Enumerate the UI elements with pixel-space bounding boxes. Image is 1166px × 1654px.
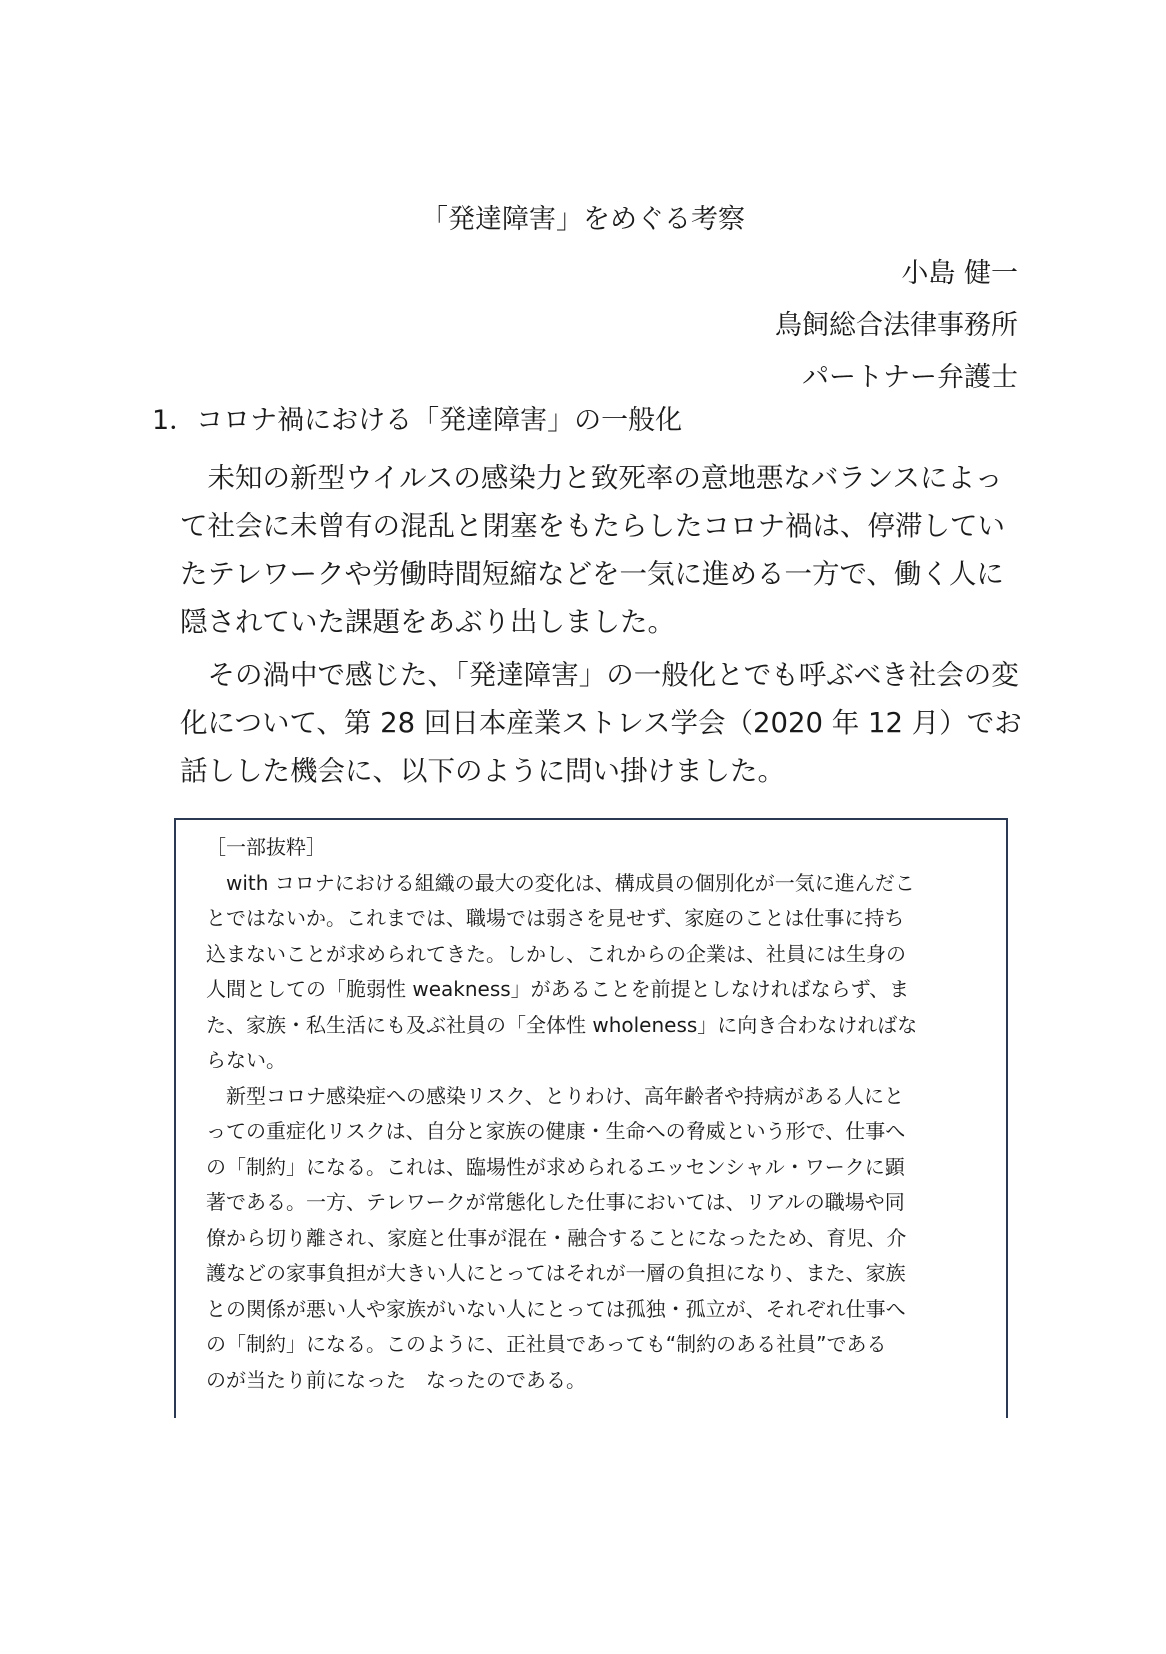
author-block	[775, 248, 1018, 404]
paragraph-line: 隠されていた課題をあぶり出しました。	[180, 606, 675, 638]
excerpt-line: のが当たり前になった なったのである。	[206, 1367, 586, 1392]
author-name: 小島 健一	[901, 258, 1018, 289]
excerpt-box	[174, 818, 1008, 1418]
excerpt-line: with コロナにおける組織の最大の変化は、構成員の個別化が一気に進んだこ	[206, 870, 915, 895]
excerpt-line: 新型コロナ感染症への感染リスク、とりわけ、高年齢者や持病がある人にと	[206, 1083, 904, 1108]
excerpt-line: の「制約」になる。これは、臨場性が求められるエッセンシャル・ワークに顕	[206, 1154, 905, 1179]
excerpt-line: た、家族・私生活にも及ぶ社員の「全体性 wholeness」に向き合わなければな	[206, 1012, 918, 1037]
excerpt-content	[206, 830, 996, 1398]
author-position: パートナー弁護士	[802, 362, 1018, 393]
excerpt-line: の「制約」になる。このように、正社員であっても“制約のある社員”である	[206, 1332, 887, 1356]
excerpt-line: 護などの家事負担が大きい人にとってはそれが一層の負担になり、また、家族	[206, 1261, 906, 1285]
paragraph-line: て社会に未曾有の混乱と閉塞をもたらしたコロナ禍は、停滞してい	[180, 510, 1005, 542]
excerpt-line: とではないか。これまでは、職場では弱さを見せず、家庭のことは仕事に持ち	[206, 906, 905, 930]
paragraph-line: たテレワークや労働時間短縮などを一気に進める一方で、働く人に	[180, 558, 1004, 590]
excerpt-line: 僚から切り離され、家庭と仕事が混在・融合することになったため、育児、介	[206, 1225, 907, 1250]
document-title: 「発達障害」をめぐる考察	[421, 204, 745, 235]
excerpt-line: 著である。一方、テレワークが常態化した仕事においては、リアルの職場や同	[206, 1190, 905, 1214]
excerpt-label: ［一部抜粋］	[206, 835, 326, 859]
paragraph-line: その渦中で感じた、「発達障害」の一般化とでも呼ぶべき社会の変	[180, 659, 1019, 691]
excerpt-line: らない。	[206, 1048, 286, 1072]
paragraph-line: 未知の新型ウイルスの感染力と致死率の意地悪なバランスによっ	[180, 462, 1003, 494]
section-heading: 1．コロナ禍における「発達障害」の一般化	[152, 405, 683, 436]
excerpt-line: との関係が悪い人や家族がいない人にとっては孤独・孤立が、それぞれ仕事へ	[206, 1296, 906, 1321]
excerpt-line: 人間としての「脆弱性 weakness」があることを前提としなければならず、ま	[206, 977, 910, 1001]
paragraph-line: 話しした機会に、以下のように問い掛けました。	[180, 755, 785, 787]
author-affiliation: 鳥飼総合法律事務所	[775, 310, 1018, 341]
paragraph-1	[180, 454, 1020, 646]
excerpt-line: っての重症化リスクは、自分と家族の健康・生命への脅威という形で、仕事へ	[206, 1119, 906, 1143]
paragraph-line: 化について、第 28 回日本産業ストレス学会（2020 年 12 月）でお	[180, 707, 1022, 739]
paragraph-2	[180, 651, 1020, 795]
excerpt-line: 込まないことが求められてきた。しかし、これからの企業は、社員には生身の	[206, 941, 906, 966]
